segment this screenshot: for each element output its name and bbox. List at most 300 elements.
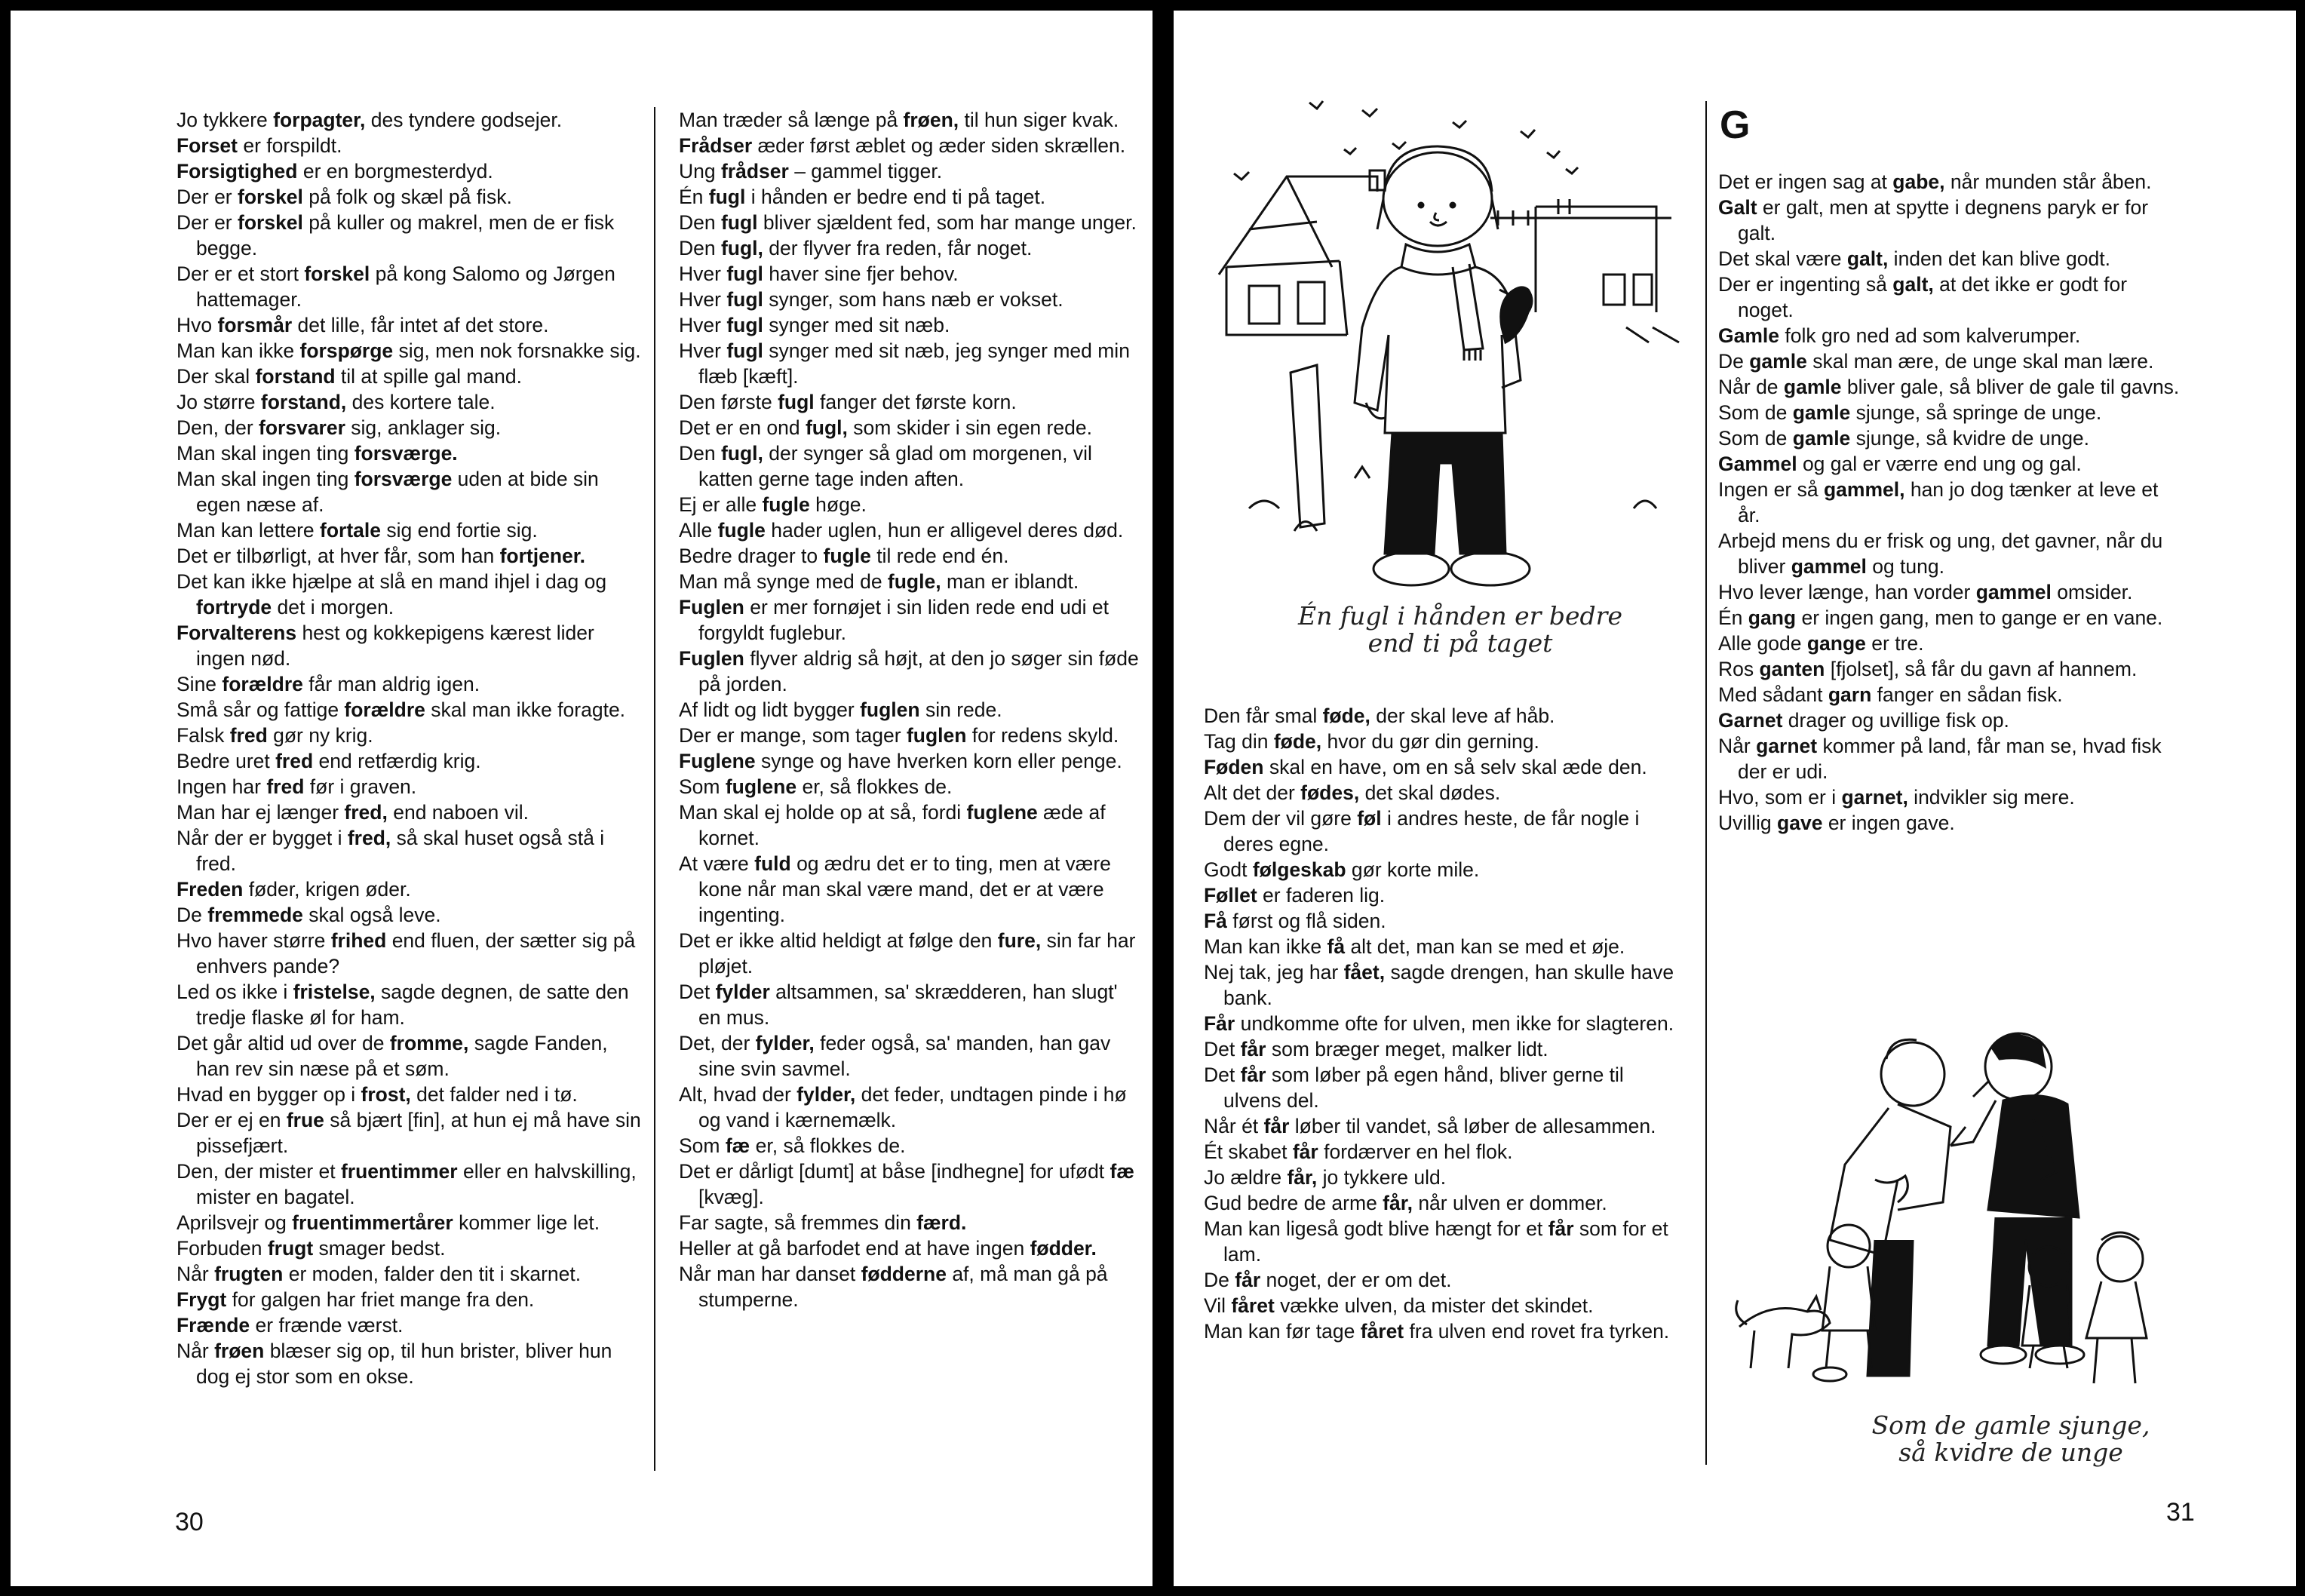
proverb-entry bbox=[1718, 425, 2186, 451]
proverb-text: Bedre uret bbox=[176, 750, 276, 772]
proverb-entry bbox=[1204, 1036, 1679, 1062]
proverb-text: Den, der mister et bbox=[176, 1160, 341, 1183]
proverb-entry bbox=[1204, 1165, 1679, 1190]
proverb-keyword: fruentimmertårer bbox=[292, 1211, 453, 1234]
proverb-text: Hver bbox=[679, 314, 727, 336]
proverb-text: Når der er bygget i bbox=[176, 827, 348, 849]
proverb-entry bbox=[679, 287, 1145, 312]
proverb-text: fanger en sådan fisk. bbox=[1871, 683, 2063, 706]
proverb-entry bbox=[176, 389, 643, 415]
proverb-entry bbox=[176, 569, 643, 620]
proverb-keyword: følgeskab bbox=[1252, 858, 1346, 881]
proverb-text: Man har ej længer bbox=[176, 801, 345, 824]
proverb-text: Man kan lettere bbox=[176, 519, 321, 542]
proverb-entry bbox=[1718, 784, 2186, 810]
proverb-entry bbox=[679, 312, 1145, 338]
proverb-text: noget, der er om det. bbox=[1260, 1269, 1452, 1291]
illustration-man-with-bird bbox=[1204, 86, 1687, 629]
proverb-entry bbox=[679, 774, 1145, 800]
proverb-text: end naboen vil. bbox=[387, 801, 529, 824]
proverb-keyword: fugl, bbox=[720, 237, 763, 259]
proverb-entry bbox=[1718, 195, 2186, 246]
proverb-text: Det skal være bbox=[1718, 247, 1847, 270]
proverb-text: hader uglen, hun er alligevel deres død. bbox=[765, 519, 1124, 542]
proverb-keyword: fortryde bbox=[196, 596, 272, 618]
proverb-entry bbox=[679, 1082, 1145, 1133]
proverb-text: er galt, men at spytte i degnens paryk er for galt. bbox=[1738, 196, 2149, 244]
proverb-entry bbox=[679, 723, 1145, 748]
proverb-entry bbox=[1204, 882, 1679, 908]
proverb-text: som skider i sin egen rede. bbox=[847, 416, 1092, 439]
proverb-text: bliver gale, så bliver de gale til gavns. bbox=[1841, 376, 2180, 398]
proverb-keyword: føde, bbox=[1322, 704, 1370, 727]
proverb-entry bbox=[176, 133, 643, 158]
proverb-entry bbox=[679, 492, 1145, 517]
proverb-text: Man må synge med de bbox=[679, 570, 888, 593]
proverb-keyword: fødderne bbox=[861, 1263, 947, 1285]
proverb-keyword: gang bbox=[1748, 606, 1797, 629]
proverb-entry bbox=[1718, 579, 2186, 605]
proverb-keyword: fugl, bbox=[805, 416, 848, 439]
proverb-entry bbox=[176, 261, 643, 312]
proverb-text: hvor du gør din gerning. bbox=[1321, 730, 1539, 753]
proverb-text: Alt, hvad der bbox=[679, 1083, 797, 1106]
proverb-keyword: fugl, bbox=[720, 442, 763, 465]
proverb-entry bbox=[1718, 400, 2186, 425]
proverb-keyword: fugle bbox=[823, 545, 871, 567]
proverb-keyword: fødder. bbox=[1030, 1237, 1097, 1260]
proverb-keyword: fruentimmer bbox=[340, 1160, 458, 1183]
proverb-text: føder, krigen øder. bbox=[243, 878, 411, 901]
proverb-text: når ulven er dommer. bbox=[1412, 1192, 1607, 1214]
proverb-text: gør ny krig. bbox=[267, 724, 373, 747]
proverb-text: Forbuden bbox=[176, 1237, 268, 1260]
proverb-entry bbox=[176, 184, 643, 210]
proverb-text: æder først æblet og æder siden skrællen. bbox=[752, 134, 1126, 157]
proverb-text: Hver bbox=[679, 288, 727, 311]
proverb-entry bbox=[1204, 1293, 1679, 1318]
proverb-keyword: fugl bbox=[726, 339, 763, 362]
proverb-entry bbox=[679, 851, 1145, 928]
caption-line: Én fugl i hånden er bedre bbox=[1298, 601, 1622, 631]
proverb-entry bbox=[1204, 1139, 1679, 1165]
proverb-entry bbox=[679, 1261, 1145, 1312]
proverb-entry bbox=[679, 1133, 1145, 1159]
proverb-text: er tre. bbox=[1865, 632, 1924, 655]
proverb-keyword: forskel bbox=[238, 211, 303, 234]
proverb-text: først og flå siden. bbox=[1226, 910, 1386, 932]
proverb-entry bbox=[679, 1030, 1145, 1082]
proverb-entry bbox=[679, 133, 1145, 158]
proverb-text: det i morgen. bbox=[272, 596, 394, 618]
left-page bbox=[11, 11, 1152, 1586]
proverb-text: er faderen lig. bbox=[1257, 884, 1386, 907]
proverb-text: Der er bbox=[176, 186, 238, 208]
proverb-keyword: fortale bbox=[320, 519, 382, 542]
proverb-text: – gammel tigger. bbox=[788, 160, 943, 183]
proverb-text: for galgen har friet mange fra den. bbox=[226, 1288, 535, 1311]
proverb-text: Ung bbox=[679, 160, 721, 183]
proverb-text: Hvo haver større bbox=[176, 929, 331, 952]
proverb-text: Den får smal bbox=[1204, 704, 1323, 727]
proverb-text: eller en halvskilling, mister en bagatel. bbox=[196, 1160, 637, 1208]
proverb-entry bbox=[176, 800, 643, 825]
proverb-keyword: fylder, bbox=[755, 1032, 815, 1054]
proverb-text: der flyver fra reden, får noget. bbox=[763, 237, 1033, 259]
proverb-text: til at spille gal mand. bbox=[335, 365, 523, 388]
proverb-text: skal man ære, de unge skal man lære. bbox=[1806, 350, 2154, 373]
proverb-keyword: forsvarer bbox=[259, 416, 345, 439]
column-divider bbox=[1705, 101, 1707, 1465]
proverb-keyword: frådser bbox=[720, 160, 789, 183]
proverb-text: At være bbox=[679, 852, 755, 875]
proverb-keyword: forældre bbox=[344, 698, 425, 721]
proverb-keyword: gammel bbox=[1791, 555, 1867, 578]
proverb-text: Som bbox=[679, 775, 726, 798]
proverb-text: sjunge, så kvidre de unge. bbox=[1850, 427, 2090, 450]
proverb-keyword: Få bbox=[1204, 910, 1227, 932]
illustration-caption-top bbox=[1272, 603, 1649, 657]
proverb-keyword: fortjener. bbox=[499, 545, 585, 567]
proverb-text: Ingen er så bbox=[1718, 478, 1824, 501]
proverb-keyword: fugl bbox=[726, 288, 763, 311]
proverb-entry bbox=[1204, 1216, 1679, 1267]
proverb-keyword: fugle bbox=[717, 519, 766, 542]
proverb-text: sagde Fanden, han rev sin næse på et søm. bbox=[196, 1032, 608, 1080]
proverb-text: sig, anklager sig. bbox=[345, 416, 502, 439]
proverb-text: for redens skyld. bbox=[966, 724, 1119, 747]
proverb-text: Man skal ingen ting bbox=[176, 468, 354, 490]
proverb-entry bbox=[679, 1159, 1145, 1210]
proverb-keyword: fred bbox=[275, 750, 314, 772]
illustration-caption-bottom bbox=[1830, 1412, 2192, 1466]
proverb-entry bbox=[176, 876, 643, 902]
proverb-entry bbox=[679, 338, 1145, 389]
proverb-entry bbox=[176, 440, 643, 466]
proverb-keyword: fremmede bbox=[207, 904, 303, 926]
proverb-keyword: Frygt bbox=[176, 1288, 227, 1311]
proverb-text: Når de bbox=[1718, 376, 1784, 398]
proverb-text: æde af kornet. bbox=[698, 801, 1106, 849]
proverb-keyword: fugl bbox=[726, 314, 763, 336]
proverb-entry bbox=[1718, 169, 2186, 195]
proverb-keyword: Fuglen bbox=[679, 647, 744, 670]
column-divider bbox=[654, 107, 655, 1471]
proverb-text: feder også, sa' manden, han gav sine svin savmel. bbox=[698, 1032, 1111, 1080]
proverb-text: Det går altid ud over de bbox=[176, 1032, 390, 1054]
proverb-entry bbox=[679, 261, 1145, 287]
right-page bbox=[1174, 11, 2296, 1586]
proverb-text: Der er bbox=[176, 211, 238, 234]
proverb-entry bbox=[679, 440, 1145, 492]
proverb-text: [fjolset], så får du gavn af hannem. bbox=[1825, 658, 2138, 680]
proverb-text: Det er en ond bbox=[679, 416, 806, 439]
proverb-entry bbox=[176, 1312, 643, 1338]
proverb-keyword: Får bbox=[1204, 1012, 1235, 1035]
proverb-entry bbox=[176, 543, 643, 569]
proverb-text: så bjært [fin], at hun ej må have sin pissefjært. bbox=[196, 1109, 641, 1157]
proverb-keyword: fristelse, bbox=[293, 981, 376, 1003]
proverb-keyword: gabe, bbox=[1892, 170, 1945, 193]
proverb-entry bbox=[679, 697, 1145, 723]
proverb-entry bbox=[1718, 246, 2186, 272]
proverb-entry bbox=[679, 517, 1145, 543]
proverb-text: Jo større bbox=[176, 391, 261, 413]
proverb-entry bbox=[176, 1287, 643, 1312]
proverb-text: sagde drengen, han skulle have bank. bbox=[1223, 961, 1674, 1009]
proverb-text: synger med sit næb. bbox=[763, 314, 950, 336]
proverb-entry bbox=[176, 928, 643, 979]
proverb-entry bbox=[176, 1082, 643, 1107]
proverb-entry bbox=[1204, 1318, 1679, 1344]
proverb-entry bbox=[176, 825, 643, 876]
proverb-text: Det bbox=[679, 981, 716, 1003]
proverb-text: Det, der bbox=[679, 1032, 756, 1054]
proverb-entry bbox=[679, 389, 1145, 415]
caption-line: Som de gamle sjunge, bbox=[1871, 1410, 2150, 1440]
proverb-text: i andres heste, de får nogle i deres egne. bbox=[1223, 807, 1640, 855]
proverb-keyword: fuglene bbox=[966, 801, 1038, 824]
page-number-left: 30 bbox=[175, 1508, 204, 1536]
proverb-text: Det bbox=[1204, 1038, 1241, 1060]
proverb-text: smager bedst. bbox=[313, 1237, 446, 1260]
proverb-keyword: Føden bbox=[1204, 756, 1264, 778]
proverb-text: Med sådant bbox=[1718, 683, 1828, 706]
proverb-text: De bbox=[1204, 1269, 1235, 1291]
proverb-text: skal også leve. bbox=[302, 904, 441, 926]
proverb-text: sig end fortie sig. bbox=[381, 519, 538, 542]
proverb-keyword: fylder, bbox=[796, 1083, 856, 1106]
proverb-text: sin rede. bbox=[919, 698, 1002, 721]
proverb-keyword: fødes, bbox=[1300, 781, 1360, 804]
proverb-text: Små sår og fattige bbox=[176, 698, 345, 721]
proverb-keyword: føl bbox=[1357, 807, 1382, 830]
proverb-text: synge og have hverken korn eller penge. bbox=[755, 750, 1122, 772]
proverb-keyword: frihed bbox=[330, 929, 387, 952]
proverb-keyword: fugle, bbox=[887, 570, 941, 593]
proverb-text: Af lidt og lidt bygger bbox=[679, 698, 861, 721]
caption-line: så kvidre de unge bbox=[1898, 1438, 2123, 1467]
proverb-keyword: gamle bbox=[1749, 350, 1807, 373]
proverb-entry bbox=[176, 1338, 643, 1389]
proverb-entry bbox=[1718, 323, 2186, 348]
proverb-entry bbox=[1718, 477, 2186, 528]
proverb-keyword: føde, bbox=[1273, 730, 1322, 753]
proverb-entry bbox=[1718, 451, 2186, 477]
proverb-text: gør korte mile. bbox=[1346, 858, 1480, 881]
proverb-text: Det er ikke altid heldigt at følge den bbox=[679, 929, 998, 952]
proverb-entry bbox=[176, 1235, 643, 1261]
proverb-text: Alle gode bbox=[1718, 632, 1807, 655]
proverb-text: er moden, falder den tit i skarnet. bbox=[283, 1263, 582, 1285]
proverb-keyword: Forsigtighed bbox=[176, 160, 298, 183]
proverb-text: inden det kan blive godt. bbox=[1888, 247, 2110, 270]
proverb-text: kommer lige let. bbox=[453, 1211, 600, 1234]
proverb-text: vække ulven, da mister det skindet. bbox=[1274, 1294, 1594, 1317]
proverb-keyword: forsværge bbox=[354, 468, 453, 490]
proverb-keyword: Forvalterens bbox=[176, 622, 297, 644]
proverb-text: som bræger meget, malker lidt. bbox=[1266, 1038, 1548, 1060]
proverb-text: blæser sig op, til hun brister, bliver hun dog ej stor som en okse. bbox=[196, 1340, 612, 1388]
proverb-text: i hånden er bedre end ti på taget. bbox=[745, 186, 1046, 208]
proverb-entry bbox=[176, 1107, 643, 1159]
proverb-text: des kortere tale. bbox=[346, 391, 496, 413]
proverb-text: Den bbox=[679, 442, 721, 465]
proverb-entry bbox=[1204, 959, 1679, 1011]
proverb-text: Hver bbox=[679, 262, 727, 285]
proverb-text: det falder ned i tø. bbox=[410, 1083, 578, 1106]
proverb-text: til hun siger kvak. bbox=[959, 109, 1119, 131]
proverb-keyword: garnet bbox=[1756, 735, 1818, 757]
proverb-text: Den første bbox=[679, 391, 778, 413]
proverb-keyword: gamle bbox=[1783, 376, 1842, 398]
proverb-keyword: fure, bbox=[997, 929, 1042, 952]
proverb-text: Der er et stort bbox=[176, 262, 305, 285]
proverb-text: sin far har pløjet. bbox=[698, 929, 1136, 978]
proverb-column-3 bbox=[1204, 703, 1679, 1344]
proverb-text: des tyndere godsejer. bbox=[365, 109, 563, 131]
proverb-text: undkomme ofte for ulven, men ikke for slagteren. bbox=[1235, 1012, 1674, 1035]
proverb-keyword: forældre bbox=[222, 673, 303, 695]
proverb-keyword: Galt bbox=[1718, 196, 1757, 219]
proverb-text: er ingen gang, men to gange er en vane. bbox=[1796, 606, 2163, 629]
proverb-entry bbox=[679, 235, 1145, 261]
proverb-keyword: får, bbox=[1383, 1192, 1413, 1214]
proverb-entry bbox=[1204, 857, 1679, 882]
proverb-text: De bbox=[1718, 350, 1750, 373]
proverb-entry bbox=[679, 569, 1145, 594]
proverb-text: Det er ingen sag at bbox=[1718, 170, 1893, 193]
proverb-entry bbox=[176, 979, 643, 1030]
proverb-keyword: får bbox=[1548, 1217, 1574, 1240]
proverb-text: Gud bedre de arme bbox=[1204, 1192, 1383, 1214]
proverb-entry bbox=[1204, 780, 1679, 806]
proverb-text: Alle bbox=[679, 519, 718, 542]
proverb-keyword: Frænde bbox=[176, 1314, 250, 1337]
proverb-keyword: frue bbox=[286, 1109, 324, 1131]
proverb-text: Hver bbox=[679, 339, 727, 362]
proverb-text: Vil bbox=[1204, 1294, 1232, 1317]
proverb-text: får man aldrig igen. bbox=[302, 673, 480, 695]
proverb-text: det feder, undtagen pinde i hø og vand i kærnemælk. bbox=[698, 1083, 1127, 1131]
proverb-text: end fluen, der sætter sig på enhvers pande? bbox=[196, 929, 636, 978]
proverb-text: som for et lam. bbox=[1223, 1217, 1668, 1266]
proverb-keyword: fred bbox=[266, 775, 305, 798]
proverb-keyword: forsværge. bbox=[354, 442, 458, 465]
proverb-keyword: forstand, bbox=[260, 391, 347, 413]
proverb-keyword: gammel bbox=[1975, 581, 2052, 603]
proverb-keyword: fylder bbox=[715, 981, 770, 1003]
proverb-keyword: Fuglen bbox=[679, 596, 744, 618]
proverb-text: Når ét bbox=[1204, 1115, 1264, 1137]
proverb-text: af, må man gå på stumperne. bbox=[698, 1263, 1108, 1311]
proverb-keyword: fugl bbox=[708, 186, 746, 208]
illustration-old-men-and-children bbox=[1724, 1014, 2222, 1406]
proverb-text: Man kan før tage bbox=[1204, 1320, 1361, 1343]
proverb-entry bbox=[176, 466, 643, 517]
proverb-text: er en borgmesterdyd. bbox=[297, 160, 493, 183]
proverb-keyword: får bbox=[1263, 1115, 1290, 1137]
proverb-text: Man kan ikke bbox=[1204, 935, 1327, 958]
proverb-text: sig, men nok forsnakke sig. bbox=[393, 339, 641, 362]
proverb-text: Man kan ikke bbox=[176, 339, 300, 362]
proverb-text: Man kan ligeså godt blive hængt for et bbox=[1204, 1217, 1548, 1240]
proverb-keyword: fromme, bbox=[389, 1032, 469, 1054]
proverb-keyword: færd. bbox=[916, 1211, 967, 1234]
proverb-text: er, så flokkes de. bbox=[750, 1134, 906, 1157]
proverb-keyword: fuglene bbox=[725, 775, 797, 798]
proverb-entry bbox=[1204, 934, 1679, 959]
proverb-text: end retfærdig krig. bbox=[313, 750, 481, 772]
proverb-keyword: får bbox=[1292, 1140, 1318, 1163]
proverb-text: omsider. bbox=[2051, 581, 2133, 603]
proverb-text: fanger det første korn. bbox=[814, 391, 1017, 413]
proverb-keyword: Freden bbox=[176, 878, 244, 901]
proverb-entry bbox=[679, 1235, 1145, 1261]
proverb-text: Hvad en bygger op i bbox=[176, 1083, 361, 1106]
proverb-text: på folk og skæl på fisk. bbox=[302, 186, 512, 208]
proverb-keyword: Forset bbox=[176, 134, 238, 157]
proverb-keyword: galt, bbox=[1892, 273, 1934, 296]
proverb-text: Det bbox=[1204, 1063, 1241, 1086]
proverb-text: han jo dog tænker at leve et år. bbox=[1738, 478, 2159, 526]
proverb-text: så skal huset også stå i fred. bbox=[196, 827, 605, 875]
proverb-keyword: fuld bbox=[754, 852, 791, 875]
proverb-text: Når man har danset bbox=[679, 1263, 861, 1285]
proverb-text: folk gro ned ad som kalverumper. bbox=[1779, 324, 2081, 347]
proverb-text: altsammen, sa' skrædderen, han slugt' en mus. bbox=[698, 981, 1118, 1029]
proverb-column-2 bbox=[679, 107, 1145, 1312]
proverb-text: det lille, får intet af det store. bbox=[292, 314, 549, 336]
proverb-entry bbox=[176, 1210, 643, 1235]
proverb-entry bbox=[1204, 703, 1679, 729]
proverb-keyword: Frådser bbox=[679, 134, 753, 157]
proverb-column-1 bbox=[176, 107, 643, 1389]
proverb-keyword: frost, bbox=[361, 1083, 411, 1106]
proverb-text: sjunge, så springe de unge. bbox=[1850, 401, 2102, 424]
proverb-text: er frænde værst. bbox=[250, 1314, 404, 1337]
proverb-text: som løber på egen hånd, bliver gerne til ulvens del. bbox=[1223, 1063, 1624, 1112]
proverb-text: sagde degnen, de satte den tredje flaske øl for ham. bbox=[196, 981, 629, 1029]
proverb-text: Der er ej en bbox=[176, 1109, 287, 1131]
proverb-text: [kvæg]. bbox=[698, 1186, 764, 1208]
proverb-text: Den bbox=[679, 237, 721, 259]
proverb-keyword: garnet, bbox=[1841, 786, 1908, 809]
proverb-entry bbox=[176, 774, 643, 800]
proverb-keyword: får, bbox=[1287, 1166, 1318, 1189]
proverb-keyword: fred, bbox=[344, 801, 388, 824]
proverb-keyword: frøen, bbox=[903, 109, 959, 131]
proverb-entry bbox=[679, 1210, 1145, 1235]
proverb-text: og tung. bbox=[1866, 555, 1944, 578]
proverb-text: er forspildt. bbox=[238, 134, 342, 157]
proverb-keyword: galt, bbox=[1846, 247, 1889, 270]
proverb-text: Ét skabet bbox=[1204, 1140, 1293, 1163]
proverb-text: Dem der vil gøre bbox=[1204, 807, 1358, 830]
proverb-entry bbox=[176, 517, 643, 543]
proverb-text: Der skal bbox=[176, 365, 256, 388]
proverb-keyword: fred bbox=[229, 724, 268, 747]
proverb-text: Tag din bbox=[1204, 730, 1274, 753]
proverb-text: før i graven. bbox=[304, 775, 417, 798]
proverb-keyword: Føllet bbox=[1204, 884, 1257, 907]
proverb-text: på kong Salomo og Jørgen hattemager. bbox=[196, 262, 615, 311]
proverb-text: og gal er værre end ung og gal. bbox=[1797, 453, 2082, 475]
section-letter: G bbox=[1720, 103, 1751, 147]
proverb-keyword: forstand bbox=[255, 365, 336, 388]
proverb-keyword: fugle bbox=[762, 493, 810, 516]
proverb-text: Når bbox=[176, 1340, 215, 1362]
